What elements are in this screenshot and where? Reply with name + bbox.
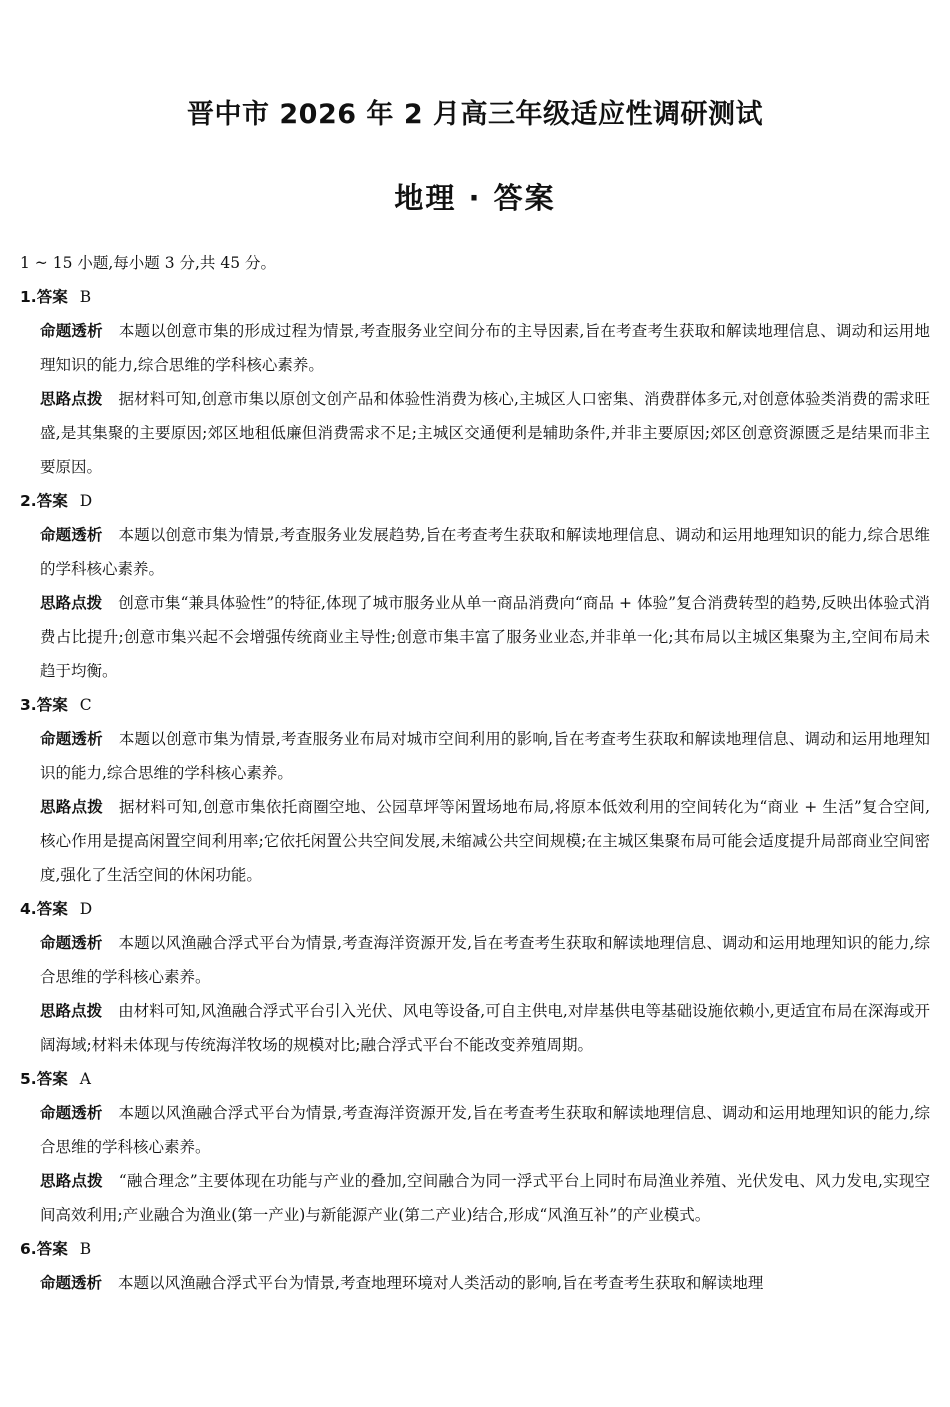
- page-title: 晋中市 2026 年 2 月高三年级适应性调研测试: [186, 99, 764, 130]
- answer-content: [20, 246, 930, 1300]
- hint-text: 据材料可知,创意市集以原创文创产品和体验性消费为核心,主城区人口密集、消费群体多元,对创意体验类消费的需求旺盛,是其集聚的主要原因;郊区地租低廉但消费需求不足;主城区交通便利是辅助条件,并非主要原因;郊区创意资源匮乏是结果而非主要原因。: [40, 390, 930, 476]
- analysis-label: 命题透析: [40, 1104, 103, 1122]
- hint-text: “融合理念”主要体现在功能与产业的叠加,空间融合为同一浮式平台上同时布局渔业养殖、光伏发电、风力发电,实现空间高效利用;产业融合为渔业(第一产业)与新能源产业(第二产业)结合,形成“风渔互补”的产业模式。: [40, 1172, 930, 1224]
- hint-label: 思路点拨: [40, 798, 104, 816]
- analysis-text: 本题以风渔融合浮式平台为情景,考查海洋资源开发,旨在考查考生获取和解读地理信息、调动和运用地理知识的能力,综合思维的学科核心素养。: [40, 934, 930, 986]
- section-intro: 1 ~ 15 小题,每小题 3 分,共 45 分。: [20, 254, 277, 272]
- answer-label: 答案: [36, 492, 68, 510]
- analysis-label: 命题透析: [40, 526, 103, 544]
- question-header: [20, 1062, 930, 1096]
- analysis-paragraph: [20, 1266, 930, 1300]
- question-number: 3.: [20, 696, 37, 714]
- hint-paragraph: [20, 994, 930, 1062]
- question-number: 4.: [20, 900, 37, 918]
- analysis-text: 本题以创意市集的形成过程为情景,考查服务业空间分布的主导因素,旨在考查考生获取和解读地理信息、调动和运用地理知识的能力,综合思维的学科核心素养。: [40, 322, 930, 374]
- question-block: [20, 1062, 930, 1232]
- question-header: [20, 892, 930, 926]
- hint-paragraph: [20, 382, 930, 484]
- page-subtitle: 地理 · 答案: [394, 181, 556, 215]
- question-header: [20, 280, 930, 314]
- hint-paragraph: [20, 586, 930, 688]
- question-block: [20, 484, 930, 688]
- analysis-text: 本题以创意市集为情景,考查服务业发展趋势,旨在考查考生获取和解读地理信息、调动和运用地理知识的能力,综合思维的学科核心素养。: [40, 526, 930, 578]
- hint-text: 创意市集“兼具体验性”的特征,体现了城市服务业从单一商品消费向“商品 + 体验”复合消费转型的趋势,反映出体验式消费占比提升;创意市集兴起不会增强传统商业主导性;创意市集丰富了服务业业态,并非单一化;其布局以主城区集聚为主,空间布局未趋于均衡。: [40, 594, 930, 680]
- answer-value: D: [79, 492, 93, 510]
- hint-label: 思路点拨: [40, 390, 103, 408]
- hint-label: 思路点拨: [40, 1002, 103, 1020]
- question-block: [20, 688, 930, 892]
- question-number: 2.: [20, 492, 37, 510]
- hint-label: 思路点拨: [40, 594, 103, 612]
- answer-label: 答案: [36, 1070, 68, 1088]
- analysis-label: 命题透析: [40, 934, 103, 952]
- analysis-label: 命题透析: [40, 322, 103, 340]
- question-block: [20, 1232, 930, 1300]
- question-header: [20, 1232, 930, 1266]
- hint-label: 思路点拨: [40, 1172, 103, 1190]
- hint-text: 由材料可知,风渔融合浮式平台引入光伏、风电等设备,可自主供电,对岸基供电等基础设施依赖小,更适宜布局在深海或开阔海域;材料未体现与传统海洋牧场的规模对比;融合浮式平台不能改变养殖周期。: [40, 1002, 930, 1054]
- question-number: 5.: [20, 1070, 37, 1088]
- analysis-text: 本题以风渔融合浮式平台为情景,考查海洋资源开发,旨在考查考生获取和解读地理信息、调动和运用地理知识的能力,综合思维的学科核心素养。: [40, 1104, 930, 1156]
- answer-label: 答案: [36, 696, 68, 714]
- answer-label: 答案: [36, 900, 68, 918]
- question-number: 6.: [20, 1240, 37, 1258]
- answer-value: B: [79, 288, 92, 306]
- answer-label: 答案: [36, 288, 68, 306]
- analysis-paragraph: [20, 926, 930, 994]
- analysis-paragraph: [20, 518, 930, 586]
- question-number: 1.: [20, 288, 37, 306]
- analysis-paragraph: [20, 1096, 930, 1164]
- answer-label: 答案: [36, 1240, 68, 1258]
- analysis-label: 命题透析: [40, 730, 103, 748]
- hint-paragraph: [20, 1164, 930, 1232]
- answer-value: C: [79, 696, 92, 714]
- answer-value: D: [79, 900, 93, 918]
- question-header: [20, 484, 930, 518]
- analysis-text: 本题以创意市集为情景,考查服务业布局对城市空间利用的影响,旨在考查考生获取和解读地理信息、调动和运用地理知识的能力,综合思维的学科核心素养。: [40, 730, 930, 782]
- analysis-paragraph: [20, 722, 930, 790]
- question-header: [20, 688, 930, 722]
- answer-value: B: [79, 1240, 92, 1258]
- question-block: [20, 280, 930, 484]
- question-block: [20, 892, 930, 1062]
- hint-paragraph: [20, 790, 930, 892]
- analysis-label: 命题透析: [40, 1274, 103, 1292]
- hint-text: 据材料可知,创意市集依托商圈空地、公园草坪等闲置场地布局,将原本低效利用的空间转化为“商业 + 生活”复合空间,核心作用是提高闲置空间利用率;它依托闲置公共空间发展,未缩减公共空间规模;在主城区集聚布局可能会适度提升局部商业空间密度,强化了生活空间的休闲功能。: [40, 798, 930, 884]
- analysis-paragraph: [20, 314, 930, 382]
- analysis-text: 本题以风渔融合浮式平台为情景,考查地理环境对人类活动的影响,旨在考查考生获取和解读地理: [118, 1274, 764, 1292]
- answer-value: A: [79, 1070, 91, 1088]
